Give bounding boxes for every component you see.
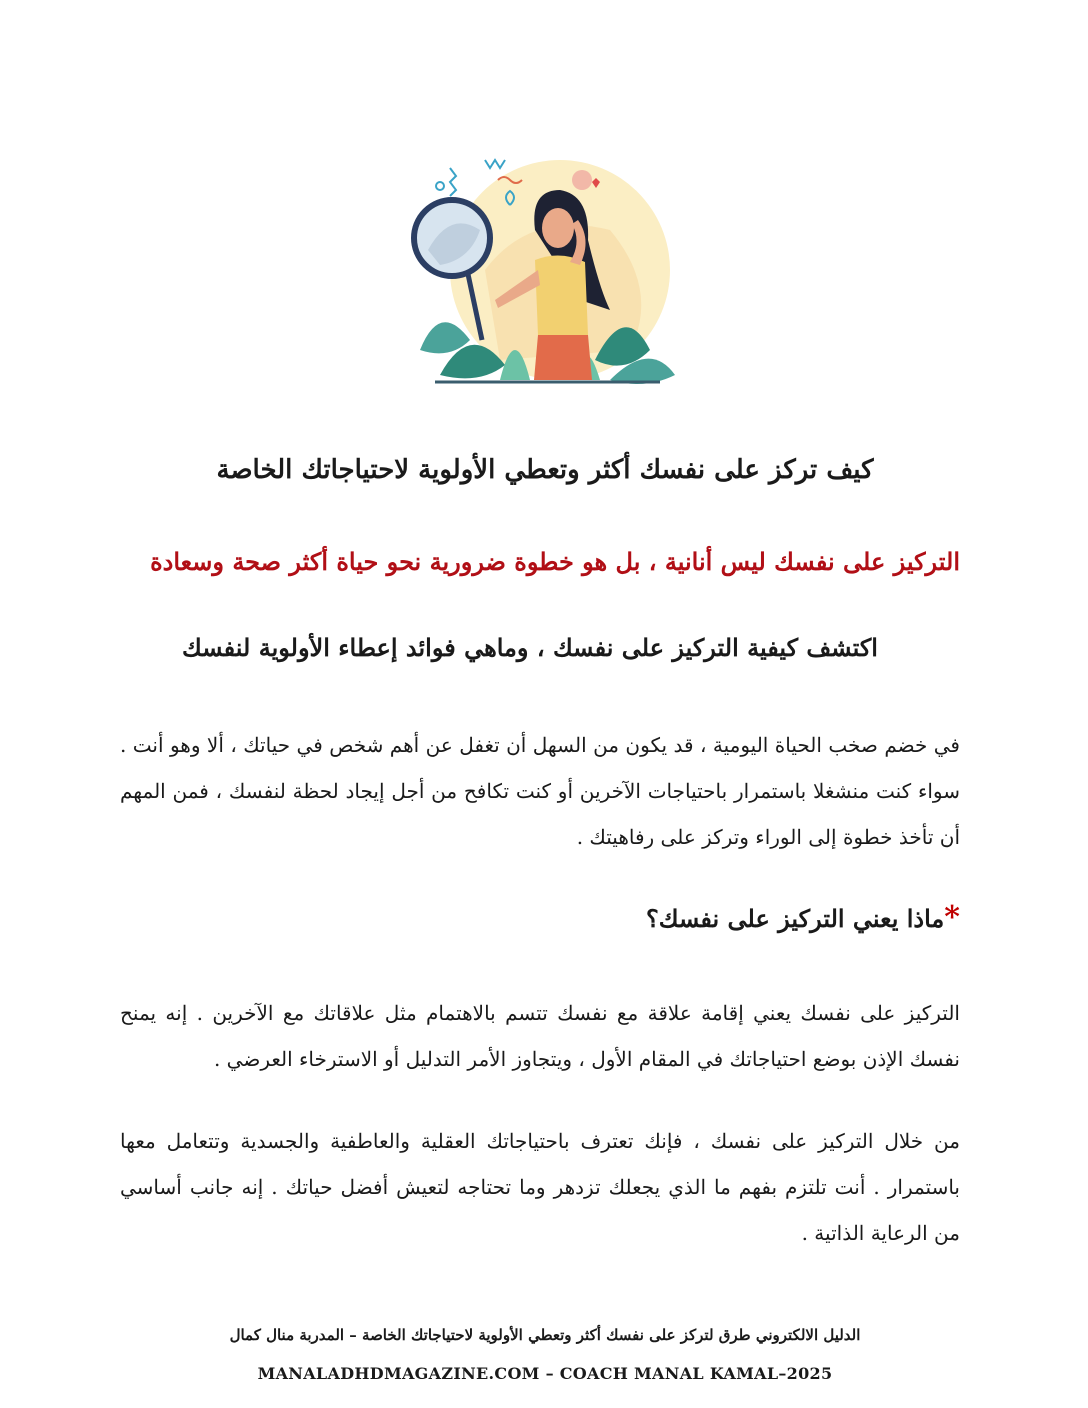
footer-arabic: الدليل الالكتروني طرق لتركز على نفسك أكثر وتعطي الأولوية لاحتياجاتك الخاصة – المدربة منال كمال	[229, 1326, 861, 1344]
subheading: اكتشف كيفية التركيز على نفسك ، وماهي فوائد إعطاء الأولوية لنفسك	[182, 633, 878, 662]
footer-english: MANALADHDMAGAZINE.COM – COACH MANAL KAMAL–2025	[257, 1364, 833, 1383]
question-text: ماذا يعني التركيز على نفسك؟	[646, 904, 945, 933]
intro-paragraph: في خضم صخب الحياة اليومية ، قد يكون من السهل أن تغفل عن أهم شخص في حياتك ، ألا وهو أنت . سواء كنت منشغلا باستمرار باحتياجات الآخرين أو كنت تكافح من أجل إيجاد لحظة لنفسك ، فمن المهم أن تأخذ خطوة إلى الوراء وتركز على رفاهيتك .	[120, 733, 960, 849]
paragraph-definition: التركيز على نفسك يعني إقامة علاقة مع نفسك تتسم بالاهتمام مثل علاقاتك مع الآخرين . إنه يمنح نفسك الإذن بوضع احتياجاتك في المقام الأول ، ويتجاوز الأمر التدليل أو الاسترخاء العرضي .	[120, 1001, 960, 1071]
page-title: كيف تركز على نفسك أكثر وتعطي الأولوية لاحتياجاتك الخاصة	[216, 455, 874, 485]
section-question-heading	[120, 900, 960, 935]
woman-with-magnifier-illustration	[410, 150, 680, 390]
asterisk-marker: *	[944, 900, 960, 935]
paragraph-benefits: من خلال التركيز على نفسك ، فإنك تعترف باحتياجاتك العقلية والعاطفية والجسدية وتتعامل معها باستمرار . أنت تلتزم بفهم ما الذي يجعلك تزدهر وما تحتاجه لتعيش أفضل حياتك . إنه جانب أساسي من الرعاية الذاتية .	[120, 1129, 960, 1245]
red-subtitle: التركيز على نفسك ليس أنانية ، بل هو خطوة ضرورية نحو حياة أكثر صحة وسعادة	[150, 547, 960, 576]
